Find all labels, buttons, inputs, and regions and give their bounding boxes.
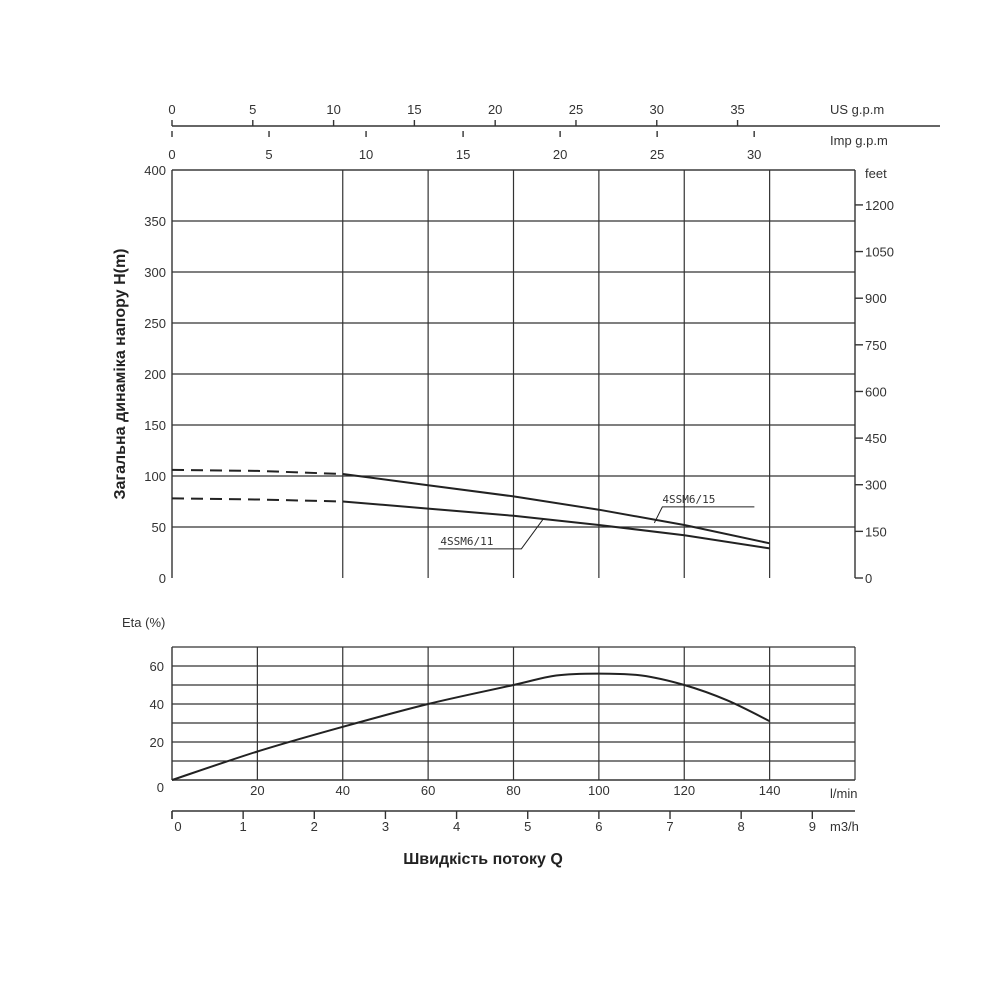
feet-tick-label: 1050 bbox=[865, 244, 894, 260]
m3h-tick-label: 5 bbox=[524, 819, 532, 834]
curve-eta bbox=[172, 674, 770, 780]
eta-y-tick-label: 20 bbox=[149, 735, 164, 750]
lmin-tick-label: 60 bbox=[420, 783, 436, 798]
m3h-tick-label: 4 bbox=[452, 819, 461, 834]
us-gpm-tick-label: 5 bbox=[249, 102, 257, 117]
imp-gpm-tick-label: 15 bbox=[455, 147, 471, 162]
us-gpm-tick-label: 25 bbox=[568, 102, 584, 117]
us-gpm-tick-label: 30 bbox=[649, 102, 665, 117]
m3h-tick-label: 0 bbox=[174, 819, 182, 834]
feet-tick-label: 300 bbox=[865, 477, 887, 493]
eta-y-axis-title: Eta (%) bbox=[122, 615, 166, 630]
m3h-tick-label: 6 bbox=[595, 819, 603, 834]
us-gpm-tick-label: 35 bbox=[730, 102, 745, 117]
lmin-tick-label: 120 bbox=[673, 783, 696, 798]
curve-4ssm6-15 bbox=[343, 474, 770, 543]
head-y-tick-label: 250 bbox=[144, 316, 166, 331]
head-y-tick-label: 150 bbox=[144, 418, 166, 433]
feet-tick-label: 750 bbox=[865, 337, 887, 353]
head-y-tick-label: 300 bbox=[144, 265, 166, 280]
lmin-tick-label: 140 bbox=[758, 783, 781, 798]
curve-label-4ssm6-11: 4SSM6/11 bbox=[440, 534, 494, 548]
imp-gpm-tick-label: 0 bbox=[168, 147, 176, 162]
curve-dashed-4ssm6-15 bbox=[172, 470, 343, 474]
us-gpm-axis-label: US g.p.m bbox=[830, 102, 885, 117]
head-y-axis-title: Загальна динаміка напору H(m) bbox=[112, 248, 129, 500]
lmin-axis-label: l/min bbox=[830, 786, 858, 801]
m3h-tick-label: 3 bbox=[381, 819, 390, 834]
feet-tick-label: 0 bbox=[865, 571, 873, 586]
imp-gpm-tick-label: 25 bbox=[649, 147, 665, 162]
imp-gpm-tick-label: 5 bbox=[265, 147, 273, 162]
label-leader-4ssm6-15 bbox=[654, 507, 754, 523]
feet-axis-label: feet bbox=[865, 166, 887, 181]
us-gpm-tick-label: 10 bbox=[326, 102, 341, 117]
m3h-tick-label: 9 bbox=[808, 819, 816, 834]
m3h-tick-label: 1 bbox=[239, 819, 247, 834]
feet-tick-label: 450 bbox=[865, 431, 887, 447]
curve-label-4ssm6-15: 4SSM6/15 bbox=[662, 492, 716, 506]
head-y-tick-label: 50 bbox=[151, 520, 166, 535]
feet-tick-label: 1200 bbox=[865, 197, 894, 213]
lmin-tick-label: 40 bbox=[335, 783, 350, 798]
eta-y-tick-label: 0 bbox=[156, 780, 164, 795]
lmin-tick-label: 20 bbox=[250, 783, 265, 798]
lmin-tick-label: 100 bbox=[588, 783, 610, 798]
curve-dashed-4ssm6-11 bbox=[172, 498, 343, 501]
x-axis-title: Швидкість потоку Q bbox=[403, 851, 563, 868]
head-y-tick-label: 350 bbox=[144, 214, 166, 229]
feet-tick-label: 900 bbox=[865, 291, 887, 307]
curve-4ssm6-11 bbox=[343, 502, 770, 549]
m3h-tick-label: 2 bbox=[310, 819, 318, 834]
imp-gpm-tick-label: 20 bbox=[552, 147, 568, 162]
m3h-tick-label: 7 bbox=[666, 819, 674, 834]
eta-y-tick-label: 60 bbox=[149, 659, 164, 674]
imp-gpm-tick-label: 30 bbox=[746, 147, 762, 162]
head-y-tick-label: 100 bbox=[144, 469, 166, 484]
head-y-tick-label: 400 bbox=[144, 163, 166, 178]
feet-tick-label: 150 bbox=[865, 524, 887, 540]
imp-gpm-axis-label: Imp g.p.m bbox=[830, 133, 888, 148]
eta-y-tick-label: 40 bbox=[149, 697, 164, 712]
lmin-tick-label: 80 bbox=[506, 783, 521, 798]
head-y-tick-label: 0 bbox=[158, 571, 166, 586]
head-y-tick-label: 200 bbox=[144, 367, 166, 382]
us-gpm-tick-label: 15 bbox=[407, 102, 422, 117]
m3h-tick-label: 8 bbox=[737, 819, 745, 834]
us-gpm-tick-label: 20 bbox=[487, 102, 503, 117]
imp-gpm-tick-label: 10 bbox=[358, 147, 374, 162]
m3h-axis-label: m3/h bbox=[830, 819, 859, 834]
us-gpm-tick-label: 0 bbox=[168, 102, 176, 117]
feet-tick-label: 600 bbox=[865, 384, 887, 400]
